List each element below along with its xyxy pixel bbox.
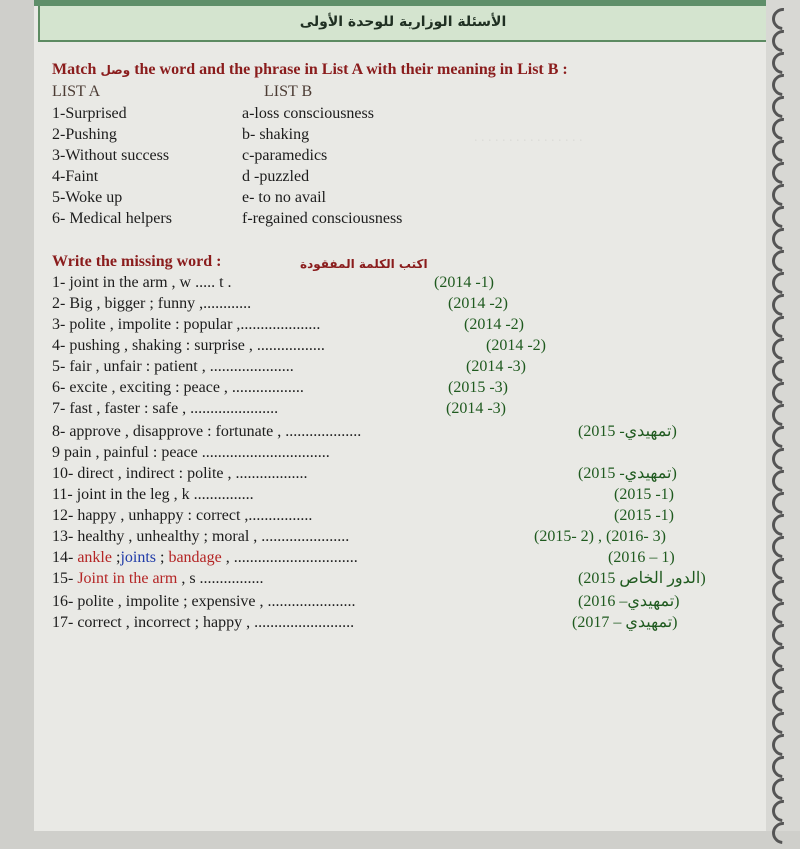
question-item: 6- excite , exciting : peace , ..................: [52, 379, 304, 396]
question-item: 16- polite , impolite ; expensive , ......................: [52, 593, 356, 610]
question-item: 17- correct , incorrect ; happy , .........................: [52, 614, 355, 631]
list-a-item: 6- Medical helpers: [52, 210, 172, 227]
question-year: (2015 الدور الخاص): [578, 570, 706, 587]
question-year: (2014 -3): [446, 400, 506, 417]
separator: ;: [111, 549, 121, 566]
list-b-item: a-loss consciousness: [242, 105, 374, 122]
banner-title: الأسئلة الوزارية للوحدة الأولى: [38, 6, 768, 42]
question-year: (2014 -2): [464, 316, 524, 333]
spiral-binding: [766, 0, 800, 831]
list-a-item: 4-Faint: [52, 168, 99, 185]
question-year: (2014 -1): [434, 274, 494, 291]
question-item: 5- fair , unfair : patient , .....................: [52, 358, 294, 375]
question-year: (2014 -2): [486, 337, 546, 354]
highlight-word-bandage: bandage: [168, 549, 222, 566]
question-item: 7- fast , faster : safe , ......................: [52, 400, 279, 417]
question-item: 1- joint in the arm , w ..... t .: [52, 274, 232, 291]
question-item-14: [52, 548, 358, 568]
question-year: (2017 – تمهيدي): [572, 614, 678, 631]
question-item: 4- pushing , shaking : surprise , .................: [52, 337, 325, 354]
match-instruction: [52, 60, 568, 80]
question-item: 10- direct , indirect : polite , ..................: [52, 465, 308, 482]
list-b-item: b- shaking: [242, 126, 310, 143]
blank-dots: , ...............................: [221, 549, 358, 566]
question-year: (2016 – 1): [608, 549, 675, 566]
question-year: (2015 -1): [614, 507, 674, 524]
worksheet-page: [34, 0, 770, 831]
question-year: (2014 -3): [466, 358, 526, 375]
list-a-item: 5-Woke up: [52, 189, 123, 206]
list-a-header: LIST A: [52, 83, 101, 100]
question-number: 15-: [52, 570, 74, 587]
question-year: (2014 -2): [448, 295, 508, 312]
question-number: 14-: [52, 549, 74, 566]
separator: ;: [156, 549, 169, 566]
question-item: 9 pain , painful : peace ................................: [52, 444, 330, 461]
question-item: 13- healthy , unhealthy ; moral , ......................: [52, 528, 350, 545]
binding-ring-icon: [768, 818, 799, 849]
question-item: 11- joint in the leg , k ...............: [52, 486, 254, 503]
missing-word-title: Write the missing word :: [52, 253, 222, 270]
question-year: (2015- 2) , (2016- 3): [534, 528, 666, 545]
question-item: 12- happy , unhappy : correct ,................: [52, 507, 313, 524]
match-instruction-post: the word and the phrase in List A with their meaning in List B :: [134, 61, 568, 78]
question-item: 2- Big , bigger ; funny ,............: [52, 295, 252, 312]
highlight-word-joints: joints: [120, 549, 156, 566]
list-a-item: 1-Surprised: [52, 105, 127, 122]
question-item: 3- polite , impolite : popular ,....................: [52, 316, 321, 333]
match-instruction-pre: Match: [52, 61, 97, 78]
question-year: (2015 -1): [614, 486, 674, 503]
list-b-header: LIST B: [264, 83, 313, 100]
list-b-item: c-paramedics: [242, 147, 328, 164]
list-a-item: 3-Without success: [52, 147, 170, 164]
list-b-item: d -puzzled: [242, 168, 310, 185]
list-a-item: 2-Pushing: [52, 126, 117, 143]
question-year: (2015 -تمهيدي): [578, 423, 677, 440]
list-b-item: e- to no avail: [242, 189, 326, 206]
question-item-15: [52, 569, 264, 589]
highlight-phrase-joint-in-the-arm: Joint in the arm: [77, 570, 178, 587]
missing-word-title-ar: اكتب الكلمة المفقودة: [300, 257, 428, 271]
show-through-text: . . . . . . . . . . . . . . . .: [474, 130, 583, 145]
highlight-word-ankle: ankle: [77, 549, 112, 566]
match-instruction-ar: وصل: [100, 63, 131, 77]
question-item: 8- approve , disapprove : fortunate , ...................: [52, 423, 362, 440]
question-year: (2016 –تمهيدي): [578, 593, 680, 610]
blank-dots: , s ................: [177, 570, 264, 587]
question-year: (2015 -تمهيدي): [578, 465, 677, 482]
list-b-item: f-regained consciousness: [242, 210, 403, 227]
question-year: (2015 -3): [448, 379, 508, 396]
